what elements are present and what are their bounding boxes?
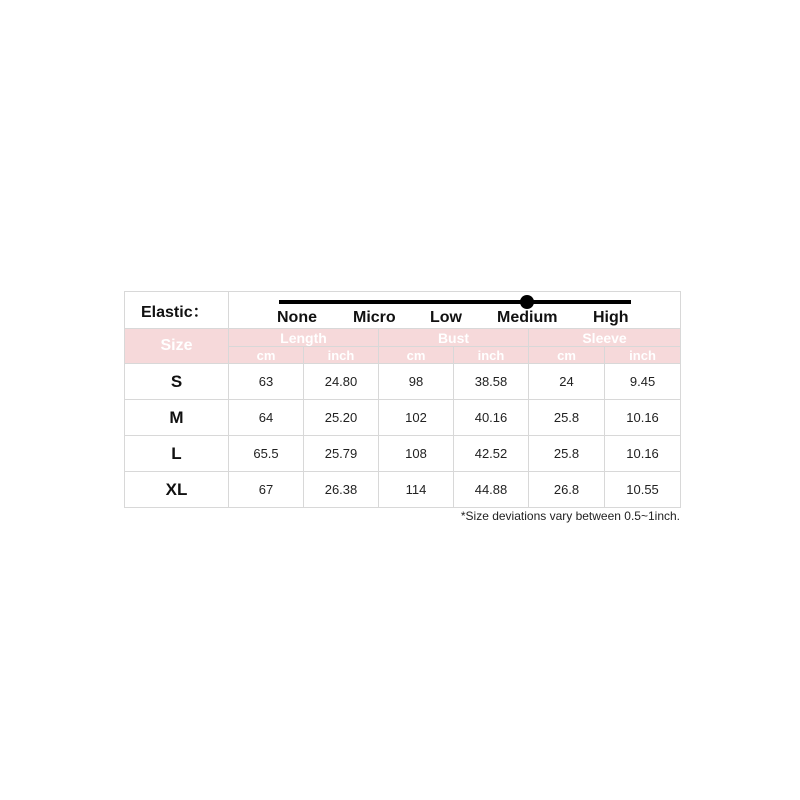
- bust-cm-cell: 114: [379, 472, 454, 508]
- elasticity-selected-marker: [520, 295, 534, 309]
- size-label: M: [125, 400, 229, 436]
- sleeve-inch-cell: 10.16: [605, 400, 681, 436]
- length-header: Length: [229, 329, 379, 347]
- bust-cm-cell: 108: [379, 436, 454, 472]
- sleeve-inch-cell: 10.55: [605, 472, 681, 508]
- table-row: [125, 400, 681, 436]
- length-cm-cell: 65.5: [229, 436, 304, 472]
- length-cm-cell: 64: [229, 400, 304, 436]
- elastic-level-low: Low: [430, 309, 462, 326]
- bust-inch-cell: 44.88: [454, 472, 529, 508]
- sleeve-inch-cell: 9.45: [605, 364, 681, 400]
- elasticity-scale-labels: [229, 309, 679, 327]
- length-inch-cell: 25.79: [304, 436, 379, 472]
- bust-inch-header: inch: [454, 347, 529, 364]
- sleeve-cm-cell: 24: [529, 364, 605, 400]
- sleeve-inch-header: inch: [605, 347, 681, 364]
- elastic-row: [125, 292, 681, 329]
- table-row: [125, 364, 681, 400]
- elastic-label: Elastic：: [125, 292, 229, 329]
- bust-inch-cell: 38.58: [454, 364, 529, 400]
- sleeve-header: Sleeve: [529, 329, 681, 347]
- bust-inch-cell: 40.16: [454, 400, 529, 436]
- sleeve-cm-header: cm: [529, 347, 605, 364]
- elasticity-scale-line: [279, 300, 631, 304]
- size-label: S: [125, 364, 229, 400]
- length-cm-cell: 63: [229, 364, 304, 400]
- bust-header: Bust: [379, 329, 529, 347]
- size-deviation-note: *Size deviations vary between 0.5~1inch.: [460, 509, 680, 523]
- length-inch-cell: 26.38: [304, 472, 379, 508]
- sleeve-cm-cell: 26.8: [529, 472, 605, 508]
- table-row: [125, 472, 681, 508]
- length-inch-cell: 24.80: [304, 364, 379, 400]
- length-inch-header: inch: [304, 347, 379, 364]
- bust-cm-header: cm: [379, 347, 454, 364]
- sleeve-inch-cell: 10.16: [605, 436, 681, 472]
- table-row: [125, 436, 681, 472]
- size-chart-sheet: [124, 291, 680, 523]
- size-label: L: [125, 436, 229, 472]
- size-chart-table: [124, 291, 681, 508]
- bust-cm-cell: 98: [379, 364, 454, 400]
- length-cm-header: cm: [229, 347, 304, 364]
- header-group-row: [125, 329, 681, 347]
- bust-inch-cell: 42.52: [454, 436, 529, 472]
- elasticity-scale: [229, 292, 681, 329]
- sleeve-cm-cell: 25.8: [529, 400, 605, 436]
- elastic-level-high: High: [593, 309, 629, 326]
- bust-cm-cell: 102: [379, 400, 454, 436]
- elastic-level-micro: Micro: [353, 309, 396, 326]
- size-label: XL: [125, 472, 229, 508]
- length-cm-cell: 67: [229, 472, 304, 508]
- size-header: Size: [125, 329, 229, 364]
- elastic-level-none: None: [277, 309, 317, 326]
- sleeve-cm-cell: 25.8: [529, 436, 605, 472]
- elastic-level-medium: Medium: [497, 309, 558, 326]
- length-inch-cell: 25.20: [304, 400, 379, 436]
